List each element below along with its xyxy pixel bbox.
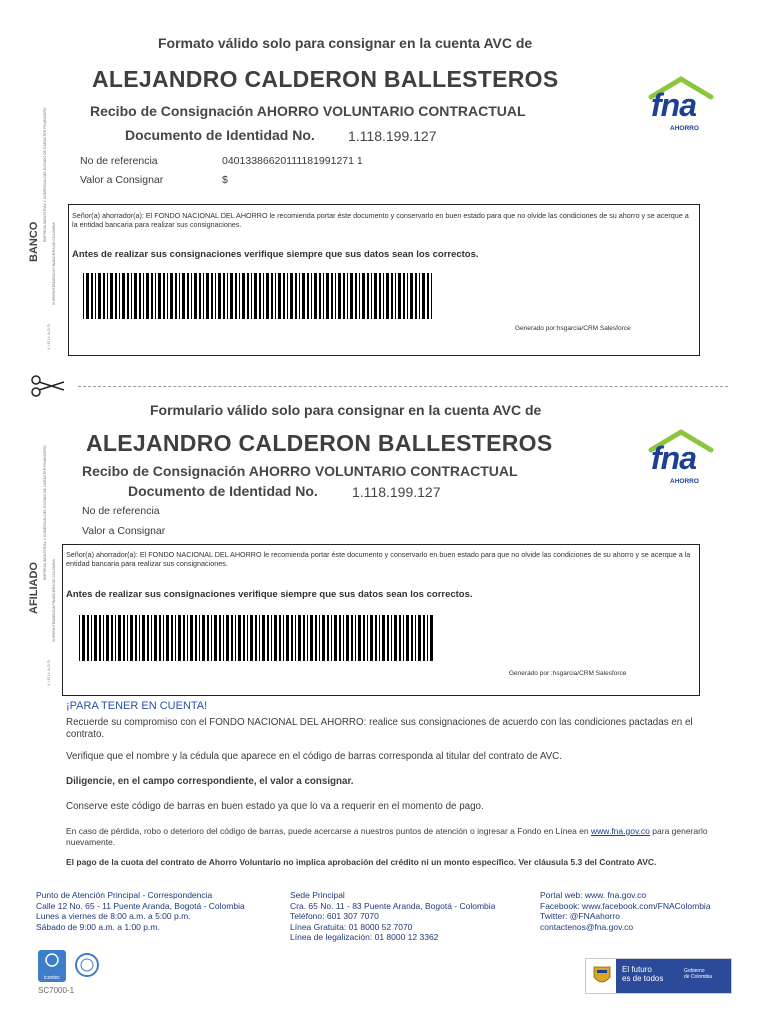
- advice-text-bottom: Señor(a) ahorrador(a): El FONDO NACIONAL DEL AHORRO le recomienda portar éste documento y conservarlo en buen estado para que no olvide las condiciones de su ahorro y se acerque a la entidad bancaria para realizar sus consignaciones.: [66, 550, 691, 568]
- sic-text-top: EMPRESA INDUSTRIAL Y COMERCIAL DEL ESTADO DE CARÁCTER FINANCIERO: [43, 107, 47, 242]
- notice-4: Conserve este código de barras en buen estado ya que lo va a requerir en el momento de pago.: [66, 801, 484, 812]
- footer-col1-line3: Sábado de 9:00 a.m. a 1:00 p.m.: [36, 921, 160, 932]
- vigilado-top: VIGILADO: [46, 323, 51, 350]
- receipt-title-top: Recibo de Consignación AHORRO VOLUNTARIO CONTRACTUAL: [90, 103, 526, 119]
- vigilado-bottom: VIGILADO: [46, 659, 51, 686]
- gov-name-line1: Gobierno: [684, 968, 705, 974]
- footer-col3-line0: Portal web: www. fna.gov.co: [540, 890, 647, 900]
- footer-col2-line2: Teléfono: 601 307 7070: [290, 911, 379, 921]
- notice-5: [66, 826, 716, 848]
- header-top: Formato válido solo para consignar en la cuenta AVC de: [158, 35, 533, 51]
- footer-col1-line1: Calle 12 No. 65 - 11 Puente Aranda, Bogotá - Colombia: [36, 900, 245, 911]
- footer-col-1: [36, 890, 286, 932]
- side-label-afiliado: AFILIADO: [28, 562, 40, 614]
- ref-label-top: No de referencia: [80, 155, 158, 167]
- fna-logo-sub: AHORRO: [670, 125, 699, 132]
- notice-2: Verifique que el nombre y la cédula que aparece en el código de barras corresponda al titular del contrato de AVC.: [66, 751, 562, 762]
- gov-name-line2: de Colombia: [684, 974, 713, 980]
- footer-col1-line2: Lunes a viernes de 8:00 a.m. a 5:00 p.m.: [36, 911, 191, 921]
- footer-col3-line3: contactenos@fna.gov.co: [540, 921, 634, 932]
- gov-logo: [585, 958, 732, 994]
- gov-slogan-line1: El futuro: [622, 965, 652, 974]
- footer-col2-line4: Línea de legalización: 01 8000 12 3362: [290, 932, 439, 942]
- barcode-box-bottom: [62, 544, 700, 696]
- account-name-bottom: ALEJANDRO CALDERON BALLESTEROS: [86, 430, 553, 456]
- ref-label-bottom: No de referencia: [82, 505, 160, 517]
- gov-slogan: [622, 965, 663, 983]
- verify-text-bottom: Antes de realizar sus consignaciones verifique siempre que sus datos sean los correctos.: [66, 589, 473, 600]
- cert-seal-icon: [74, 952, 100, 978]
- footer-col2-line0: Sede Principal: [290, 890, 345, 900]
- fna-logo-top: [645, 75, 715, 135]
- account-name-top: ALEJANDRO CALDERON BALLESTEROS: [92, 66, 559, 92]
- header-bottom: Formulario válido solo para consignar en la cuenta AVC de: [150, 402, 542, 418]
- fna-logo-sub: AHORRO: [670, 478, 699, 485]
- gov-name: [684, 968, 712, 980]
- footer-col2-line1: Cra. 65 No. 11 - 83 Puente Aranda, Bogotá - Colombia: [290, 900, 496, 911]
- colombia-shield-icon: [590, 963, 614, 989]
- footer-col1-line0: Punto de Atención Principal - Correspondencia: [36, 890, 213, 900]
- fna-logo-bottom: [645, 428, 715, 488]
- cut-line: [78, 386, 728, 387]
- barcode-top: [83, 273, 433, 319]
- footer-col2-line3: Línea Gratuita: 01 8000 52 7070: [290, 921, 413, 932]
- ref-value-top: 04013386620111181991271 1: [222, 155, 363, 167]
- advice-text-top: Señor(a) ahorrador(a): El FONDO NACIONAL DEL AHORRO le recomienda portar éste documento y conservarlo en buen estado para que no olvide las condiciones de su ahorro y se acerque a la entidad bancaria para realizar sus consignaciones.: [72, 211, 689, 229]
- receipt-title-bottom: Recibo de Consignación AHORRO VOLUNTARIO CONTRACTUAL: [82, 463, 518, 479]
- form-code: SC7000-1: [38, 986, 75, 995]
- icontec-badge: [38, 950, 66, 982]
- icontec-icon: [38, 950, 66, 970]
- notice-1: Recuerde su compromiso con el FONDO NACIONAL DEL AHORRO: realice sus consignaciones de acuerdo con las condiciones pactadas en el contrato.: [66, 717, 693, 740]
- barcode-bottom: [79, 615, 435, 661]
- fna-logo-text: fna: [651, 440, 696, 476]
- notice-title: ¡PARA TENER EN CUENTA!: [66, 700, 208, 712]
- doc-number-bottom: 1.118.199.127: [352, 484, 441, 500]
- doc-label-bottom: Documento de Identidad No.: [128, 483, 318, 499]
- doc-label-top: Documento de Identidad No.: [125, 127, 315, 143]
- footer-col3-line1: Facebook: www.facebook.com/FNAColombia: [540, 900, 711, 911]
- fna-link[interactable]: www.fna.gov.co: [591, 826, 650, 836]
- footer-col-3: [540, 890, 760, 932]
- doc-number-top: 1.118.199.127: [348, 128, 437, 144]
- footer-col-2: [290, 890, 530, 943]
- footer-col3-line2: Twitter: @FNAahorro: [540, 911, 620, 921]
- side-label-banco: BANCO: [28, 221, 40, 262]
- vigilado-sub-bottom: SUPERINTENDENCIA FINANCIERA DE COLOMBIA: [52, 559, 56, 642]
- scissors-icon: [30, 373, 68, 399]
- generated-top: Generado por:hsgarcia/CRM Salesforce: [515, 325, 631, 332]
- icontec-label: icontec: [44, 975, 60, 981]
- amount-label-bottom: Valor a Consignar: [82, 525, 166, 537]
- generated-bottom: Generado por :hsgarcia/CRM Salesforce: [509, 670, 627, 677]
- notice-5b: para generarlo nuevamente.: [66, 826, 708, 847]
- vigilado-sub-top: SUPERINTENDENCIA FINANCIERA DE COLOMBIA: [52, 222, 56, 305]
- gov-banner: [616, 959, 731, 993]
- notice-3: Diligencie, en el campo correspondiente, el valor a consignar.: [66, 776, 354, 787]
- verify-text-top: Antes de realizar sus consignaciones verifique siempre que sus datos sean los correctos.: [72, 249, 479, 260]
- amount-label-top: Valor a Consignar: [80, 174, 164, 186]
- amount-value-top: $: [222, 174, 228, 186]
- fna-logo-text: fna: [651, 87, 696, 123]
- barcode-box-top: [68, 204, 700, 356]
- gov-slogan-line2: es de todos: [622, 974, 664, 983]
- notice-6: El pago de la cuota del contrato de Ahorro Voluntario no implica aprobación del crédito ni un monto específico. Ver cláusula 5.3 del Contrato AVC.: [66, 857, 657, 867]
- sic-text-bottom: EMPRESA INDUSTRIAL Y COMERCIAL DEL ESTADO DE CARÁCTER FINANCIERO: [43, 445, 47, 580]
- notice-5a: En caso de pérdida, robo o deterioro del código de barras, puede acercarse a nuestros puntos de atención o ingresar a Fondo en Línea en: [66, 826, 589, 836]
